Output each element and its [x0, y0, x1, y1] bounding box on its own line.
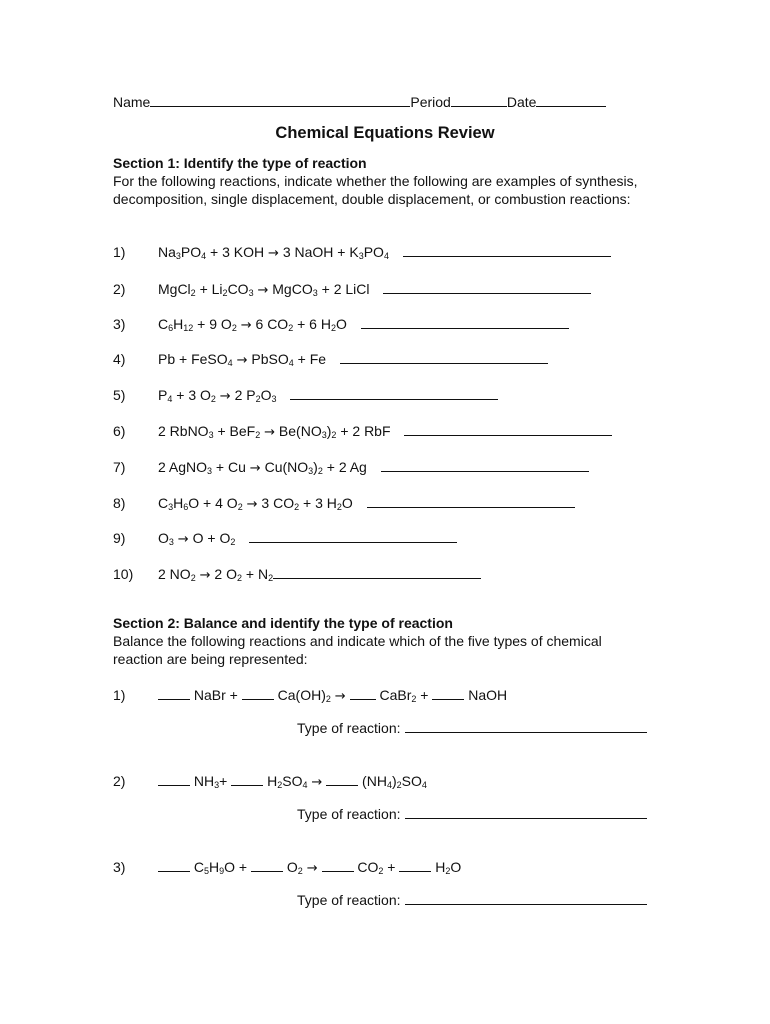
item-number: 7) — [113, 459, 126, 475]
section2-heading: Section 2: Balance and identify the type of reaction — [113, 615, 453, 631]
coefficient-blank[interactable] — [399, 858, 431, 872]
period-blank[interactable] — [451, 93, 507, 107]
item-number: 4) — [113, 351, 126, 367]
coefficient-blank[interactable] — [322, 858, 354, 872]
item-number: 10) — [113, 566, 134, 582]
balance-equation-3: $C_5H_9O + O_2 \to CO_2 + H_2O$ — [158, 858, 461, 878]
equation-10: 2 $NO_2 \to 2$ $O_2 + N_2$ — [158, 565, 481, 585]
item-number: 9) — [113, 530, 126, 546]
answer-blank[interactable] — [249, 529, 457, 543]
date-blank[interactable] — [536, 93, 606, 107]
equation-2: MgCl$_2$ + $Li_2CO_3$ → MgCO$_3$ + 2 LiCl — [158, 280, 591, 300]
type-of-reaction-line — [297, 805, 647, 823]
item-number: 1) — [113, 687, 126, 703]
name-blank[interactable] — [150, 93, 410, 107]
name-label: Name — [113, 94, 151, 110]
type-label: Type of reaction: — [297, 806, 401, 822]
type-label: Type of reaction: — [297, 892, 401, 908]
item-number: 5) — [113, 387, 126, 403]
answer-blank[interactable] — [403, 243, 611, 257]
equation-6: 2 RbNO$_3$ + $BeF_2 \to Be(NO_3)_2 + 2$ RbF — [158, 422, 612, 442]
balance-equation-2: $NH_3+ H_2SO_4 \to (NH_4)_2SO_4$ — [158, 772, 427, 792]
item-number: 2) — [113, 773, 126, 789]
coefficient-blank[interactable] — [158, 686, 190, 700]
equation-3: $C_6H_{12} + 9$ $O_2 \to 6$ $CO_2 + 6$ $H_2O$ — [158, 315, 569, 335]
equation-9: $O_3 \to O + O_2$ — [158, 529, 457, 549]
section1-heading: Section 1: Identify the type of reaction — [113, 155, 367, 171]
coefficient-blank[interactable] — [251, 858, 283, 872]
item-number: 6) — [113, 423, 126, 439]
coefficient-blank[interactable] — [350, 686, 376, 700]
date-label: Date — [506, 94, 537, 110]
type-of-reaction-line — [297, 719, 647, 737]
type-blank[interactable] — [405, 719, 647, 733]
equation-7: 2 AgNO$_3$ + $Cu \to Cu(NO_3)_2 + 2$ Ag — [158, 458, 589, 478]
type-blank[interactable] — [405, 805, 647, 819]
type-blank[interactable] — [405, 891, 647, 905]
item-number: 1) — [113, 244, 126, 260]
answer-blank[interactable] — [383, 280, 591, 294]
type-of-reaction-line — [297, 891, 647, 909]
answer-blank[interactable] — [340, 350, 548, 364]
answer-blank[interactable] — [273, 565, 481, 579]
equation-8: $C_3H_6O + 4$ $O_2 \to 3$ $CO_2 + 3$ $H_2O$ — [158, 494, 575, 514]
answer-blank[interactable] — [381, 458, 589, 472]
coefficient-blank[interactable] — [158, 858, 190, 872]
item-number: 3) — [113, 316, 126, 332]
equation-4: Pb + FeSO$_4$ → PbSO$_4$ + Fe — [158, 350, 548, 370]
equation-1: $Na_3PO_4 + 3$ KOH → 3 NaOH + $K_3PO_4$ — [158, 243, 611, 263]
coefficient-blank[interactable] — [158, 772, 190, 786]
equation-5: $P_4 + 3$ $O_2 \to 2$ $P_2O_3$ — [158, 386, 498, 406]
header-line — [113, 93, 606, 111]
section1-instructions: For the following reactions, indicate whether the following are examples of synthesis, decomposition, single displacement, double displacement, or combustion reactions: — [113, 173, 638, 207]
coefficient-blank[interactable] — [242, 686, 274, 700]
answer-blank[interactable] — [367, 494, 575, 508]
coefficient-blank[interactable] — [231, 772, 263, 786]
coefficient-blank[interactable] — [432, 686, 464, 700]
period-label: Period — [410, 94, 451, 110]
answer-blank[interactable] — [361, 315, 569, 329]
coefficient-blank[interactable] — [326, 772, 358, 786]
item-number: 3) — [113, 859, 126, 875]
answer-blank[interactable] — [290, 386, 498, 400]
answer-blank[interactable] — [404, 422, 612, 436]
page-title: Chemical Equations Review — [275, 124, 495, 142]
balance-equation-1: NaBr + $Ca(OH)_2$ → CaBr$_2$ + NaOH — [158, 686, 507, 706]
type-label: Type of reaction: — [297, 720, 401, 736]
item-number: 2) — [113, 281, 126, 297]
item-number: 8) — [113, 495, 126, 511]
section2-instructions: Balance the following reactions and indicate which of the five types of chemical reaction are being represented: — [113, 633, 602, 667]
